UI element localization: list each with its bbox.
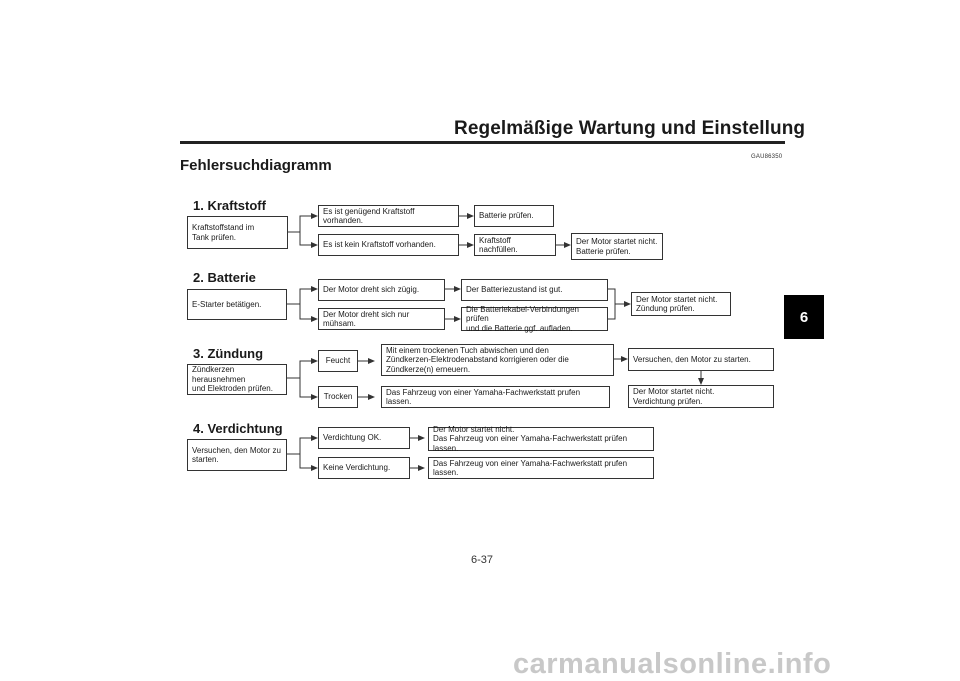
footer-watermark: carmanualsonline.info: [513, 648, 832, 680]
ignition-wet-box: Feucht: [318, 350, 358, 372]
fuel-check-battery-box: Batterie prüfen.: [474, 205, 554, 227]
compression-ok-action-box: Der Motor startet nicht. Das Fahrzeug von einer Yamaha-Fachwerkstatt prüfen lassen.: [428, 427, 654, 451]
ignition-wet-action-box: Mit einem trockenen Tuch abwischen und den Zündkerzen-Elektrodenabstand korrigieren oder die Zündkerze(n) erneuern.: [381, 344, 614, 376]
compression-heading: 4. Verdichtung: [193, 421, 283, 436]
ignition-heading: 3. Zündung: [193, 346, 264, 361]
section-title: Fehlersuchdiagramm: [180, 157, 332, 174]
battery-result-box: Der Motor startet nicht. Zündung prüfen.: [631, 292, 731, 316]
battery-slow-box: Der Motor dreht sich nur mühsam.: [318, 308, 445, 330]
fuel-start-box: Kraftstoffstand im Tank prüfen.: [187, 216, 288, 249]
battery-fast-box: Der Motor dreht sich zügig.: [318, 279, 445, 301]
compression-start-box: Versuchen, den Motor zu starten.: [187, 439, 287, 471]
fuel-heading: 1. Kraftstoff: [193, 198, 266, 213]
chapter-tab: 6: [784, 295, 824, 339]
battery-heading: 2. Batterie: [193, 270, 256, 285]
battery-cable-check-box: Die Batteriekabel-Verbindungen prüfen und die Batterie ggf. aufladen.: [461, 307, 608, 331]
ignition-start-box: Zündkerzen herausnehmen und Elektroden prüfen.: [187, 364, 287, 395]
fuel-result-box: Der Motor startet nicht. Batterie prüfen.: [571, 233, 663, 260]
ignition-dry-box: Trocken: [318, 386, 358, 408]
fuel-sufficient-box: Es ist genügend Kraftstoff vorhanden.: [318, 205, 459, 227]
fuel-empty-box: Es ist kein Kraftstoff vorhanden.: [318, 234, 459, 256]
compression-none-box: Keine Verdichtung.: [318, 457, 410, 479]
ignition-dry-action-box: Das Fahrzeug von einer Yamaha-Fachwerkstatt prufen lassen.: [381, 386, 610, 408]
battery-good-box: Der Batteriezustand ist gut.: [461, 279, 608, 301]
battery-start-box: E-Starter betätigen.: [187, 289, 287, 320]
page-header: Regelmäßige Wartung und Einstellung: [454, 118, 806, 139]
compression-none-action-box: Das Fahrzeug von einer Yamaha-Fachwerkstatt prufen lassen.: [428, 457, 654, 479]
document-code: GAU86350: [751, 154, 783, 160]
compression-ok-box: Verdichtung OK.: [318, 427, 410, 449]
ignition-result-box: Der Motor startet nicht. Verdichtung prüfen.: [628, 385, 774, 408]
page-number: 6-37: [471, 554, 494, 566]
fuel-refill-box: Kraftstoff nachfüllen.: [474, 234, 556, 256]
ignition-try-start-box: Versuchen, den Motor zu starten.: [628, 348, 774, 371]
